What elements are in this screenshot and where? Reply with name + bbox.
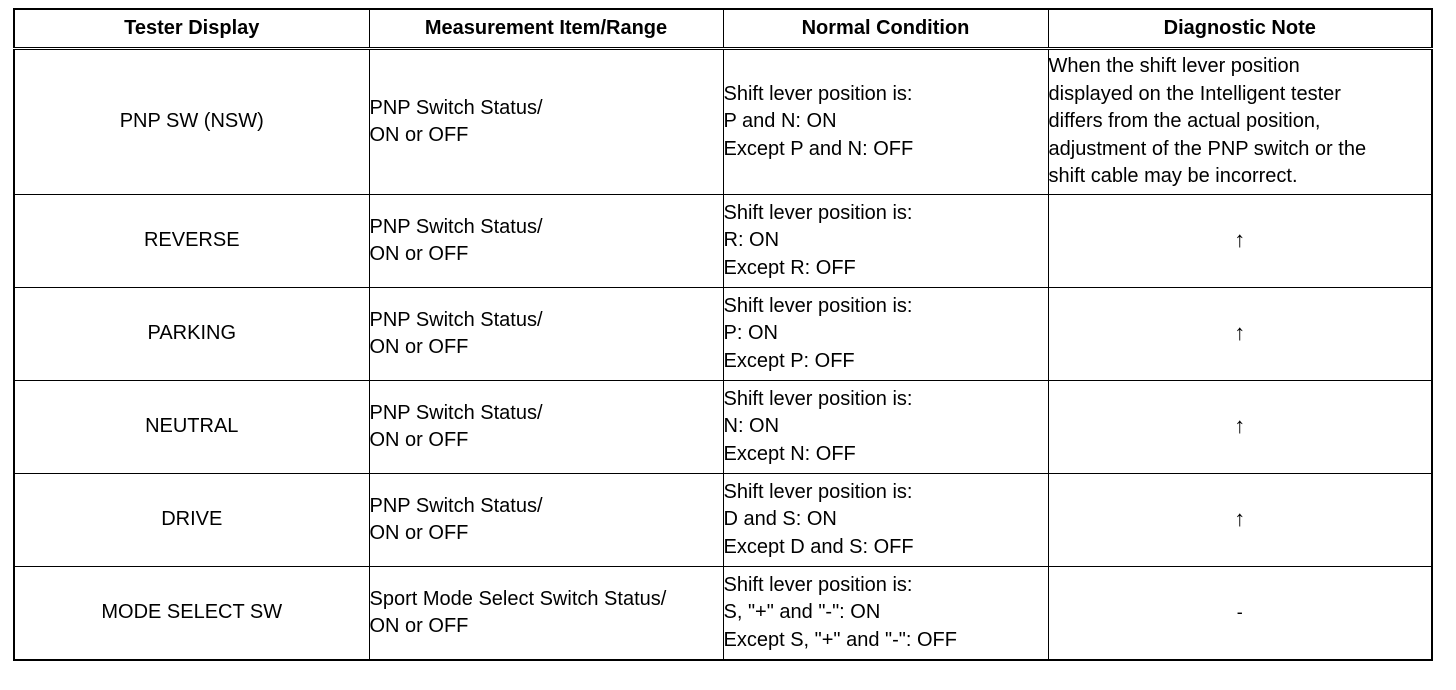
measurement-line: PNP Switch Status/ xyxy=(369,401,543,424)
condition-line: N: ON xyxy=(723,415,780,438)
table-row xyxy=(14,49,1432,195)
header-normal-condition: Normal Condition xyxy=(723,9,1048,49)
ditto-arrow-icon: ↑ xyxy=(1234,320,1246,346)
note-line: adjustment of the PNP switch or the xyxy=(1048,137,1367,160)
measurement-line: ON or OFF xyxy=(369,522,469,544)
tester-display-cell: DRIVE xyxy=(14,474,369,567)
measurement-line: PNP Switch Status/ xyxy=(369,215,543,238)
tester-display-cell: PARKING xyxy=(14,288,369,381)
diagnostic-note-cell xyxy=(1048,381,1432,474)
condition-line: Shift lever position is: xyxy=(723,201,913,224)
normal-condition-cell xyxy=(723,381,1048,474)
condition-line: R: ON xyxy=(723,229,780,252)
header-row xyxy=(14,9,1432,49)
normal-condition-cell xyxy=(723,195,1048,288)
condition-line: Shift lever position is: xyxy=(723,387,913,410)
condition-line: D and S: ON xyxy=(723,508,837,531)
measurement-cell xyxy=(369,195,723,288)
measurement-line: ON or OFF xyxy=(369,336,469,358)
condition-line: Shift lever position is: xyxy=(723,480,913,503)
note-line: differs from the actual position, xyxy=(1048,110,1321,133)
diagnostic-note-cell xyxy=(1048,567,1432,661)
condition-line: P and N: ON xyxy=(723,110,837,133)
normal-condition-cell xyxy=(723,288,1048,381)
table-row xyxy=(14,474,1432,567)
condition-line: Except P: OFF xyxy=(723,349,855,372)
ditto-arrow-icon: ↑ xyxy=(1234,413,1246,439)
note-line: When the shift lever position xyxy=(1048,55,1300,78)
condition-line: P: ON xyxy=(723,322,778,345)
condition-line: Shift lever position is: xyxy=(723,82,913,105)
condition-line: Shift lever position is: xyxy=(723,573,913,596)
measurement-line: ON or OFF xyxy=(369,243,469,265)
header-measurement: Measurement Item/Range xyxy=(369,9,723,49)
table-row xyxy=(14,381,1432,474)
diagnostic-note-cell xyxy=(1048,49,1432,195)
note-line: displayed on the Intelligent tester xyxy=(1048,82,1341,105)
measurement-line: PNP Switch Status/ xyxy=(369,96,543,119)
condition-line: Shift lever position is: xyxy=(723,294,913,317)
measurement-cell xyxy=(369,474,723,567)
measurement-cell xyxy=(369,49,723,195)
condition-line: Except P and N: OFF xyxy=(723,137,914,160)
measurement-cell xyxy=(369,288,723,381)
measurement-line: PNP Switch Status/ xyxy=(369,494,543,517)
diagnostic-note-cell xyxy=(1048,474,1432,567)
measurement-line: ON or OFF xyxy=(369,124,469,146)
measurement-line: PNP Switch Status/ xyxy=(369,308,543,331)
condition-line: Except R: OFF xyxy=(723,256,856,279)
ditto-arrow-icon: ↑ xyxy=(1234,506,1246,532)
header-tester-display: Tester Display xyxy=(14,9,369,49)
note-line: shift cable may be incorrect. xyxy=(1048,165,1298,188)
measurement-line: Sport Mode Select Switch Status/ xyxy=(369,587,667,610)
table-row xyxy=(14,288,1432,381)
ditto-arrow-icon: ↑ xyxy=(1234,227,1246,253)
normal-condition-cell xyxy=(723,567,1048,661)
normal-condition-cell xyxy=(723,474,1048,567)
measurement-cell xyxy=(369,381,723,474)
not-applicable-dash: - xyxy=(1236,602,1243,623)
condition-line: Except D and S: OFF xyxy=(723,535,914,558)
condition-line: Except S, "+" and "-": OFF xyxy=(723,628,957,651)
tester-display-cell: NEUTRAL xyxy=(14,381,369,474)
normal-condition-cell xyxy=(723,49,1048,195)
tester-display-cell: MODE SELECT SW xyxy=(14,567,369,661)
diagnostic-note-cell xyxy=(1048,195,1432,288)
measurement-line: ON or OFF xyxy=(369,429,469,451)
table-row xyxy=(14,195,1432,288)
table-row xyxy=(14,567,1432,661)
diagnostic-note-cell xyxy=(1048,288,1432,381)
header-diagnostic-note: Diagnostic Note xyxy=(1048,9,1432,49)
measurement-line: ON or OFF xyxy=(369,615,469,637)
tester-display-cell: REVERSE xyxy=(14,195,369,288)
measurement-cell xyxy=(369,567,723,661)
diagnostic-table xyxy=(13,8,1433,661)
condition-line: Except N: OFF xyxy=(723,442,856,465)
condition-line: S, "+" and "-": ON xyxy=(723,601,881,624)
tester-display-cell: PNP SW (NSW) xyxy=(14,49,369,195)
